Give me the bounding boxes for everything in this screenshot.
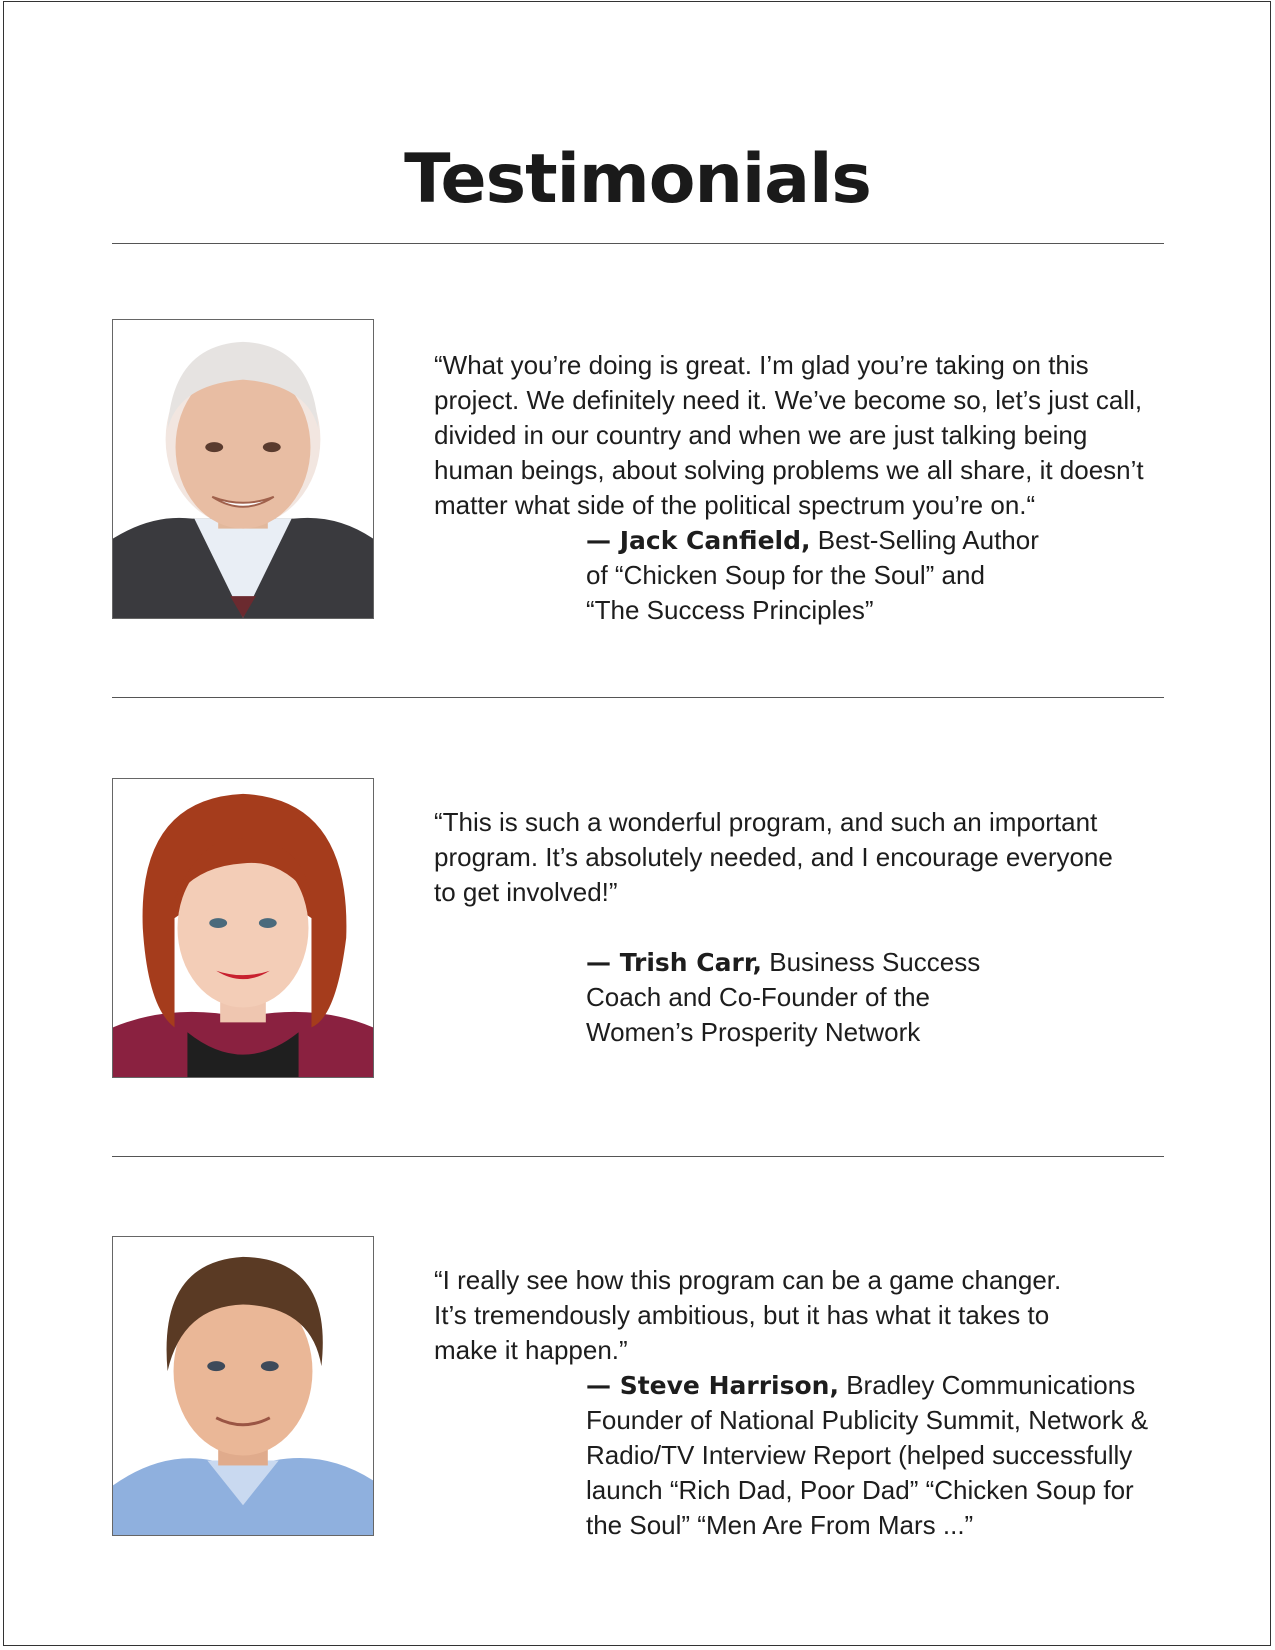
attribution-description: Best-Selling Author of “Chicken Soup for the Soul” and “The Success Principles”	[586, 525, 1039, 625]
divider-middle-1	[112, 697, 1164, 698]
testimonial-attribution	[586, 945, 1166, 1050]
attribution-name: Jack Canfield,	[619, 526, 811, 555]
attribution-description: Business Success Coach and Co-Founder of the Women’s Prosperity Network	[586, 947, 981, 1047]
attribution-dash: —	[586, 1371, 620, 1400]
photo-jack-canfield	[112, 319, 374, 619]
attribution-description: Bradley Communications Founder of National Publicity Summit, Network & Radio/TV Interview Report (helped successfully launch “Rich Dad, Poor Dad” “Chicken Soup for the Soul” “Men Are From Mars ...”	[586, 1370, 1149, 1540]
testimonial-attribution	[586, 523, 1166, 628]
testimonial-quote: “This is such a wonderful program, and such an important program. It’s absolutely needed, and I encourage everyone to get involved!”	[434, 807, 1113, 907]
page-title: Testimonials	[404, 139, 871, 219]
attribution-name: Trish Carr,	[619, 948, 763, 977]
divider-top	[112, 243, 1164, 244]
attribution-name: Steve Harrison,	[619, 1371, 839, 1400]
testimonial-attribution	[586, 1368, 1166, 1543]
testimonial-quote: “What you’re doing is great. I’m glad you’re taking on this project. We definitely need it. We’ve become so, let’s just call, divided in our country and when we are just talking being human beings, about solving problems we all share, it doesn’t matter what side of the political spectrum you’re on.“	[434, 350, 1144, 520]
attribution-dash: —	[586, 948, 620, 977]
divider-middle-2	[112, 1156, 1164, 1157]
photo-steve-harrison	[112, 1236, 374, 1536]
testimonial-quote: “I really see how this program can be a game changer. It’s tremendously ambitious, but it has what it takes to make it happen.”	[434, 1265, 1062, 1365]
attribution-dash: —	[586, 526, 620, 555]
photo-trish-carr	[112, 778, 374, 1078]
